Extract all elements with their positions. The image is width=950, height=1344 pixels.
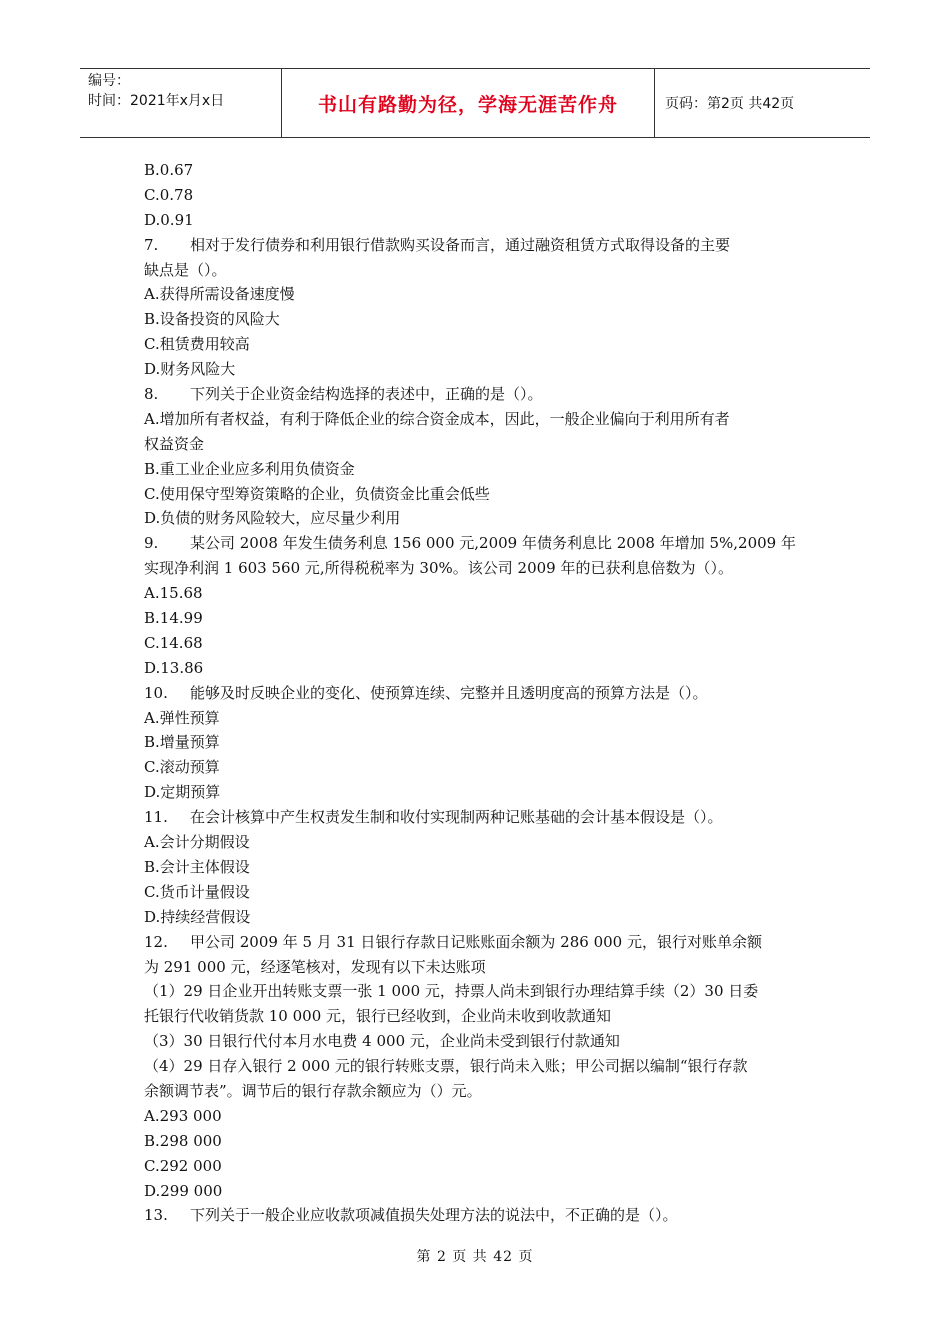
question-number: 11.	[144, 808, 168, 827]
option-line: A.15.68	[144, 584, 203, 603]
header-page-info: 页码：第2页 共42页	[665, 96, 795, 112]
question-number: 13.	[144, 1206, 168, 1225]
question-11	[144, 805, 814, 830]
option-line: A.增加所有者权益，有利于降低企业的综合资金成本，因此，一般企业偏向于利用所有者	[144, 409, 730, 428]
option-line: C.14.68	[144, 633, 203, 652]
time-label: 时间：2021年x月x日	[88, 93, 225, 109]
question-12	[144, 930, 814, 955]
option-line: D.0.91	[144, 210, 194, 229]
question-8	[144, 382, 814, 407]
header-motto: 书山有路勤为径，学海无涯苦作舟	[282, 69, 655, 137]
option-line: D.财务风险大	[144, 360, 236, 379]
option-line: C.0.78	[144, 185, 194, 204]
option-line: D.299 000	[144, 1181, 223, 1200]
question-detail: 托银行代收销货款 10 000 元，银行已经收到，企业尚未收到收款通知	[144, 1007, 612, 1026]
question-9	[144, 531, 814, 556]
question-detail: 余额调节表”。调节后的银行存款余额应为（）元。	[144, 1081, 482, 1100]
option-line: D.持续经营假设	[144, 907, 251, 926]
option-line: B.重工业企业应多利用负债资金	[144, 459, 355, 478]
question-13	[144, 1203, 814, 1228]
option-line: C.滚动预算	[144, 758, 220, 777]
option-line: C.货币计量假设	[144, 882, 250, 901]
question-text: 能够及时反映企业的变化、使预算连续、完整并且透明度高的预算方法是（）。	[190, 683, 708, 702]
option-line: D.负债的财务风险较大，应尽量少利用	[144, 509, 401, 528]
option-line: B.设备投资的风险大	[144, 310, 280, 329]
question-7	[144, 233, 814, 258]
question-detail: （3）30 日银行代付本月水电费 4 000 元，企业尚未受到银行付款通知	[144, 1032, 620, 1051]
option-line: A.会计分期假设	[144, 833, 250, 852]
question-text: 下列关于企业资金结构选择的表述中，正确的是（）。	[190, 385, 543, 404]
question-text-cont: 为 291 000 元，经逐笔核对，发现有以下未达账项	[144, 957, 486, 976]
question-text-cont: 缺点是（）。	[144, 260, 227, 279]
question-text: 某公司 2008 年发生债务利息 156 000 元,2009 年债务利息比 2008 年增加 5%,2009 年	[190, 534, 796, 553]
question-detail: （4）29 日存入银行 2 000 元的银行转账支票，银行尚未入账；甲公司据以编制“银行存款	[144, 1057, 748, 1076]
question-text-cont: 实现净利润 1 603 560 元,所得税税率为 30%。该公司 2009 年的已获利息倍数为（）。	[144, 559, 733, 578]
question-text: 在会计核算中产生权责发生制和收付实现制两种记账基础的会计基本假设是（）。	[190, 808, 723, 827]
option-line: B.增量预算	[144, 733, 220, 752]
option-line: D.定期预算	[144, 783, 221, 802]
question-10	[144, 681, 814, 706]
question-text: 甲公司 2009 年 5 月 31 日银行存款日记账账面余额为 286 000 元，银行对账单余额	[190, 932, 762, 951]
option-line: B.14.99	[144, 609, 203, 628]
number-label: 编号：	[88, 73, 130, 89]
option-line: D.13.86	[144, 658, 204, 677]
option-line: C.租赁费用较高	[144, 335, 250, 354]
question-number: 12.	[144, 932, 168, 951]
question-number: 7.	[144, 235, 159, 254]
option-line: A.弹性预算	[144, 708, 220, 727]
question-text: 相对于发行债券和利用银行借款购买设备而言，通过融资租赁方式取得设备的主要	[190, 235, 731, 254]
question-text: 下列关于一般企业应收款项减值损失处理方法的说法中，不正确的是（）。	[190, 1206, 678, 1225]
option-line: C.292 000	[144, 1156, 222, 1175]
question-detail: （1）29 日企业开出转账支票一张 1 000 元，持票人尚未到银行办理结算手续（2）30 日委	[144, 982, 759, 1001]
option-line: A.获得所需设备速度慢	[144, 285, 295, 304]
page-header	[80, 68, 870, 138]
question-number: 8.	[144, 385, 159, 404]
option-line: B.0.67	[144, 161, 194, 179]
option-line: B.298 000	[144, 1131, 222, 1150]
document-body	[144, 158, 814, 1228]
page-footer: 第 2 页 共 42 页	[416, 1249, 534, 1265]
option-line: A.293 000	[144, 1106, 222, 1125]
question-number: 10.	[144, 683, 168, 702]
question-number: 9.	[144, 534, 159, 553]
option-line: 权益资金	[144, 434, 205, 453]
option-line: C.使用保守型筹资策略的企业，负债资金比重会低些	[144, 484, 490, 503]
option-line: B.会计主体假设	[144, 857, 250, 876]
header-meta	[80, 69, 282, 137]
